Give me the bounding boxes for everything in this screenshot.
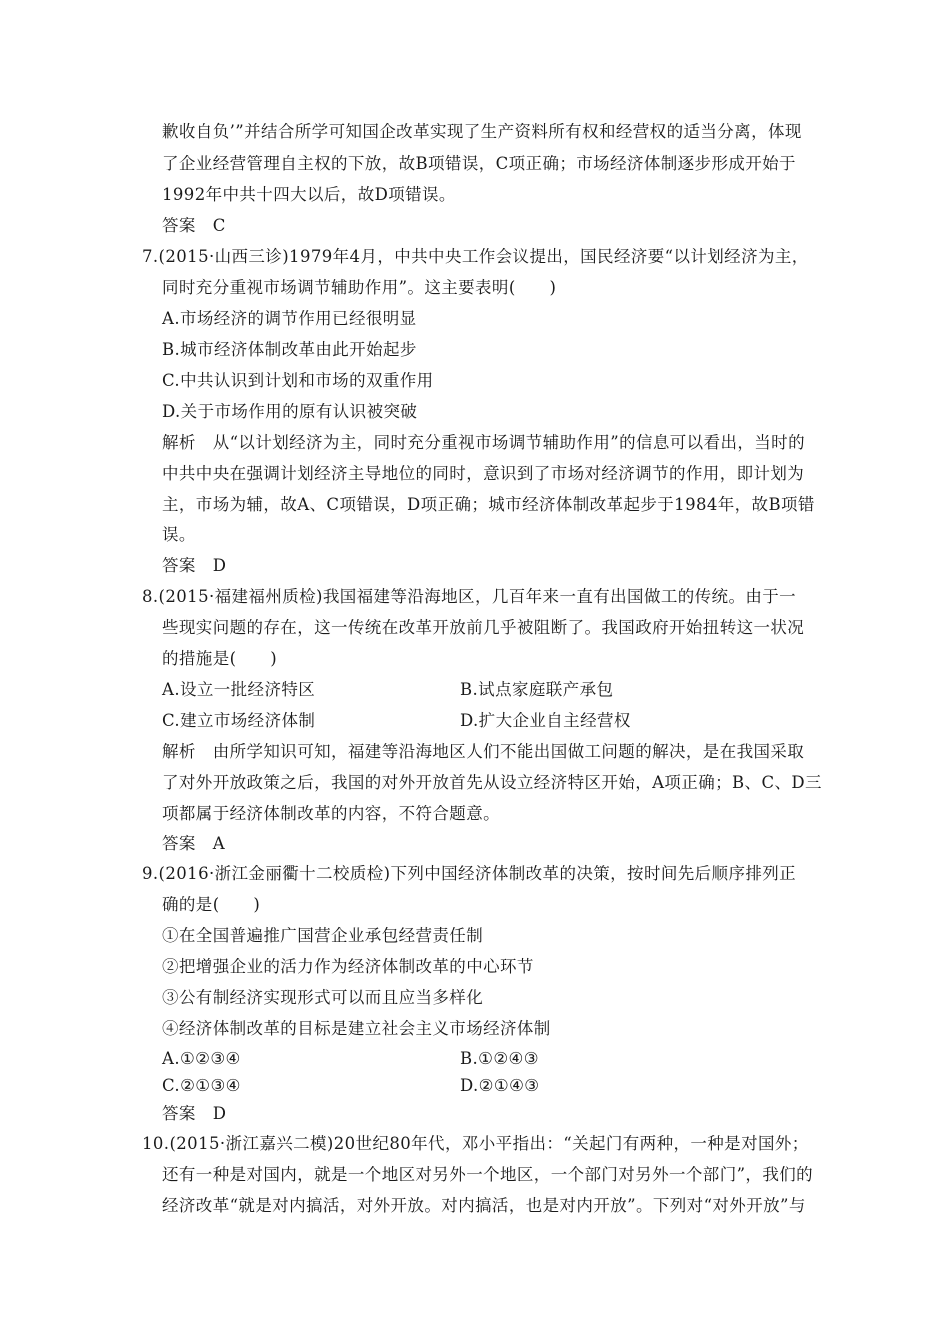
analysis-line: 中共中央在强调计划经济主导地位的同时，意识到了市场对经济调节的作用，即计划为 bbox=[162, 464, 805, 483]
analysis-line: 主，市场为辅，故A、C项错误，D项正确；城市经济体制改革起步于1984年，故B项错 bbox=[162, 495, 815, 514]
answer-line: 答案 A bbox=[162, 834, 226, 853]
question-8-stem: 些现实问题的存在，这一传统在改革开放前几乎被阻断了。我国政府开始扭转这一状况 bbox=[162, 618, 805, 637]
analysis-line: 解析 从“以计划经济为主，同时充分重视市场调节辅助作用”的信息可以看出，当时的 bbox=[162, 433, 805, 452]
option-b: B.试点家庭联产承包 bbox=[460, 680, 614, 699]
option-b: B.①②④③ bbox=[460, 1049, 539, 1068]
statement-item: ③公有制经济实现形式可以而且应当多样化 bbox=[162, 988, 484, 1007]
question-7-stem: 7.(2015·山西三诊)1979年4月，中共中央工作会议提出，国民经济要“以计划经济为主， bbox=[142, 247, 809, 266]
answer-line: 答案 D bbox=[162, 556, 227, 575]
question-9-stem: 确的是( ) bbox=[162, 895, 261, 914]
option-c: C.②①③④ bbox=[162, 1076, 241, 1095]
question-8-stem: 的措施是( ) bbox=[162, 649, 278, 668]
option-d: D.关于市场作用的原有认识被突破 bbox=[162, 402, 418, 421]
option-d: D.扩大企业自主经营权 bbox=[460, 711, 631, 730]
analysis-line: 了对外开放政策之后，我国的对外开放首先从设立经济特区开始，A项正确；B、C、D三 bbox=[162, 773, 822, 792]
option-c: C.中共认识到计划和市场的双重作用 bbox=[162, 371, 434, 390]
analysis-line: 项都属于经济体制改革的内容，不符合题意。 bbox=[162, 804, 500, 823]
analysis-line: 误。 bbox=[162, 525, 196, 544]
analysis-line: 解析 由所学知识可知，福建等沿海地区人们不能出国做工问题的解决，是在我国采取 bbox=[162, 742, 805, 761]
statement-item: ①在全国普遍推广国营企业承包经营责任制 bbox=[162, 926, 484, 945]
question-10-stem: 还有一种是对国内，就是一个地区对另外一个地区，一个部门对另外一个部门”，我们的 bbox=[162, 1165, 814, 1184]
option-a: A.①②③④ bbox=[162, 1049, 241, 1068]
text-line: 1992年中共十四大以后，故D项错误。 bbox=[162, 185, 456, 204]
question-10-stem: 10.(2015·浙江嘉兴二模)20世纪80年代，邓小平指出：“关起门有两种，一种是对国外； bbox=[142, 1134, 809, 1153]
option-c: C.建立市场经济体制 bbox=[162, 711, 316, 730]
option-a: A.市场经济的调节作用已经很明显 bbox=[162, 309, 417, 328]
question-10-stem: 经济改革“就是对内搞活，对外开放。对内搞活，也是对内开放”。下列对“对外开放”与 bbox=[162, 1196, 806, 1215]
answer-line: 答案 C bbox=[162, 216, 226, 235]
option-a: A.设立一批经济特区 bbox=[162, 680, 316, 699]
option-d: D.②①④③ bbox=[460, 1076, 540, 1095]
statement-item: ④经济体制改革的目标是建立社会主义市场经济体制 bbox=[162, 1019, 551, 1038]
text-line: 了企业经营管理自主权的下放，故B项错误，C项正确；市场经济体制逐步形成开始于 bbox=[162, 154, 796, 173]
question-8-stem: 8.(2015·福建福州质检)我国福建等沿海地区，几百年来一直有出国做工的传统。由于一 bbox=[142, 587, 797, 606]
option-b: B.城市经济体制改革由此开始起步 bbox=[162, 340, 417, 359]
text-line: 歉收自负’”并结合所学可知国企改革实现了生产资料所有权和经营权的适当分离，体现 bbox=[162, 122, 802, 141]
question-9-stem: 9.(2016·浙江金丽衢十二校质检)下列中国经济体制改革的决策，按时间先后顺序排列正 bbox=[142, 864, 797, 883]
answer-line: 答案 D bbox=[162, 1104, 227, 1123]
statement-item: ②把增强企业的活力作为经济体制改革的中心环节 bbox=[162, 957, 534, 976]
question-7-stem: 同时充分重视市场调节辅助作用”。这主要表明( ) bbox=[162, 278, 557, 297]
